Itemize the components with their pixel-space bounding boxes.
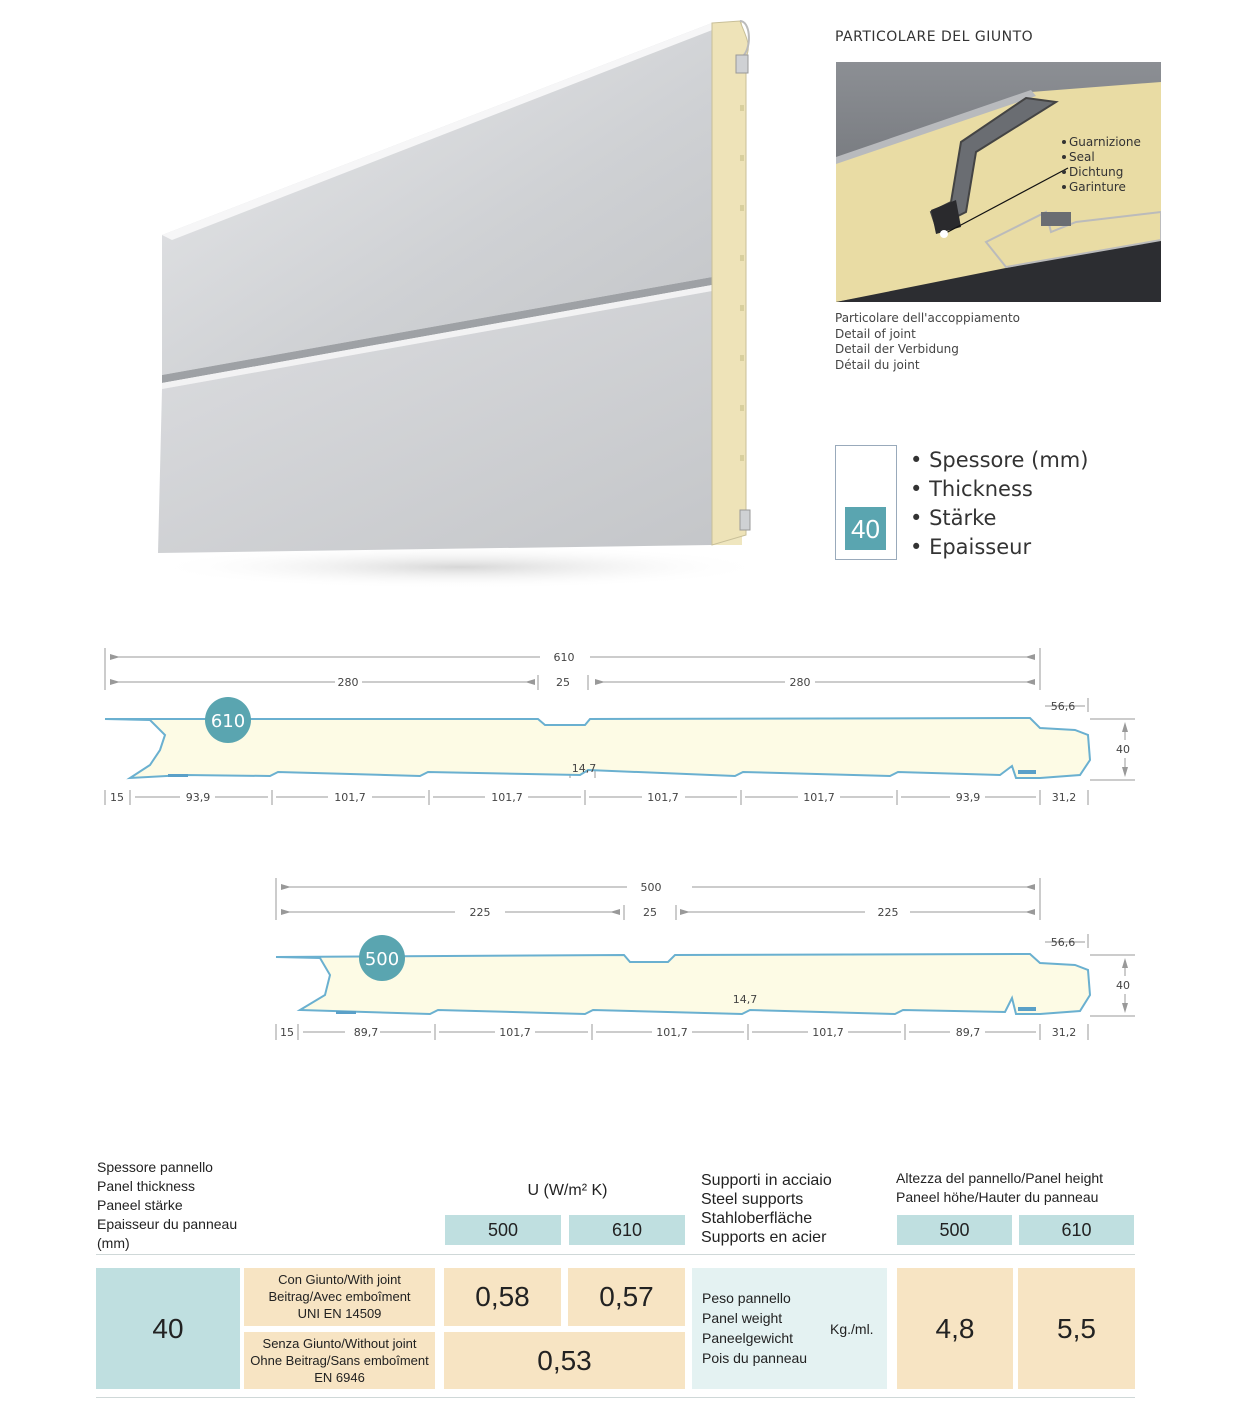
- height-col-500: 500: [897, 1215, 1012, 1245]
- u-with-500-cell: 0,58: [444, 1268, 561, 1326]
- steel-header-de: Stahloberfläche: [701, 1210, 813, 1227]
- weight-500-cell: 4,8: [897, 1268, 1013, 1389]
- weight-label-it: Peso pannello: [702, 1290, 791, 1306]
- weight-label-de: Paneelgewicht: [702, 1330, 794, 1346]
- thickness-label-fr: • Epaisseur: [910, 533, 1088, 562]
- dim-joint-500: 56,6: [1050, 936, 1076, 949]
- weight-cell: [692, 1268, 887, 1389]
- thickness-value-cell: 40: [96, 1268, 240, 1389]
- seal-label-de: Dichtung: [1069, 165, 1124, 179]
- weight-label: [702, 1288, 807, 1368]
- with-joint-line1: Con Giunto/With joint: [278, 1272, 401, 1287]
- thickness-badge: 40: [845, 507, 886, 550]
- dim-b2-500: 101,7: [499, 1026, 531, 1039]
- seal-label-fr: Garinture: [1069, 180, 1126, 194]
- dim-b3-610: 101,7: [491, 791, 523, 804]
- panel-render: [140, 15, 780, 595]
- steel-header-it: Supporti in acciaio: [701, 1172, 832, 1189]
- thickness-header-unit: (mm): [97, 1235, 130, 1251]
- section-drawing-610: [0, 640, 1240, 820]
- with-joint-line3: UNI EN 14509: [297, 1306, 382, 1321]
- weight-label-en: Panel weight: [702, 1310, 783, 1326]
- dim-mid-500: 25: [643, 906, 657, 919]
- thickness-header-fr: Epaisseur du panneau: [97, 1216, 238, 1232]
- steel-header-en: Steel supports: [701, 1191, 804, 1208]
- with-joint-cell: [244, 1268, 435, 1326]
- header-divider: [96, 1254, 1135, 1255]
- dim-b7-610: 31,2: [1051, 791, 1077, 804]
- thickness-label-de: • Stärke: [910, 504, 1088, 533]
- u-col-500: 500: [445, 1215, 561, 1245]
- dim-total-500: 500: [640, 881, 662, 894]
- thickness-header-en: Panel thickness: [97, 1178, 196, 1194]
- dim-left-500: 225: [469, 906, 491, 919]
- dim-b0-610: 15: [110, 791, 124, 804]
- dim-b3-500: 101,7: [656, 1026, 688, 1039]
- thickness-header: [97, 1158, 237, 1253]
- dim-height-500: 40: [1116, 979, 1130, 992]
- dim-height-610: 40: [1116, 743, 1130, 756]
- thickness-labels: [910, 446, 1088, 562]
- height-header: [896, 1169, 1103, 1207]
- dim-right-500: 225: [877, 906, 899, 919]
- without-joint-line2: Ohne Beitrag/Sans emboîment: [250, 1353, 429, 1368]
- joint-caption-en: Detail of joint: [835, 326, 916, 341]
- dim-total-610: 610: [553, 651, 575, 664]
- dim-b5-500: 89,7: [955, 1026, 981, 1039]
- u-with-610-cell: 0,57: [568, 1268, 685, 1326]
- steel-header-fr: Supports en acier: [701, 1229, 827, 1246]
- weight-label-fr: Pois du panneau: [702, 1350, 808, 1366]
- weight-610-cell: 5,5: [1018, 1268, 1135, 1389]
- badge-610: 610: [210, 711, 246, 732]
- dim-b6-610: 93,9: [955, 791, 981, 804]
- joint-detail-image: [836, 62, 1161, 302]
- height-col-610: 610: [1019, 1215, 1134, 1245]
- dim-b4-500: 101,7: [812, 1026, 844, 1039]
- badge-500: 500: [364, 949, 400, 970]
- thickness-header-it: Spessore pannello: [97, 1159, 213, 1175]
- dim-left-610: 280: [337, 676, 359, 689]
- dim-b6-500: 31,2: [1051, 1026, 1077, 1039]
- joint-caption-de: Detail der Verbidung: [835, 342, 959, 356]
- joint-detail-title: PARTICOLARE DEL GIUNTO: [835, 29, 1034, 45]
- dim-right-610: 280: [789, 676, 811, 689]
- dim-b4-610: 101,7: [647, 791, 679, 804]
- height-header-line1: Altezza del pannello/Panel height: [896, 1170, 1104, 1186]
- dim-b2-610: 101,7: [334, 791, 366, 804]
- without-joint-line1: Senza Giunto/Without joint: [262, 1336, 417, 1351]
- thickness-header-de: Paneel stärke: [97, 1197, 183, 1213]
- dim-groove-500: 14,7: [732, 993, 758, 1006]
- dim-b0-500: 15: [280, 1026, 294, 1039]
- without-joint-line3: EN 6946: [314, 1370, 365, 1385]
- seal-label-en: Seal: [1069, 150, 1095, 164]
- u-value-header: U (W/m² K): [527, 1182, 608, 1199]
- without-joint-cell: [244, 1332, 435, 1389]
- dim-b5-610: 101,7: [803, 791, 835, 804]
- thickness-label-en: • Thickness: [910, 475, 1088, 504]
- steel-header: [701, 1171, 832, 1247]
- dim-groove-610: 14,7: [571, 762, 597, 775]
- joint-caption: [835, 311, 1020, 373]
- seal-label-it: Guarnizione: [1069, 135, 1141, 149]
- dim-b1-610: 93,9: [185, 791, 211, 804]
- weight-unit: Kg./ml.: [830, 1321, 874, 1337]
- joint-caption-it: Particolare dell'accoppiamento: [835, 311, 1021, 325]
- u-col-610: 610: [569, 1215, 685, 1245]
- dim-joint-610: 56,6: [1050, 700, 1076, 713]
- height-header-line2: Paneel höhe/Hauter du panneau: [896, 1189, 1099, 1205]
- table-bottom-line: [96, 1397, 1135, 1398]
- with-joint-line2: Beitrag/Avec emboîment: [268, 1289, 411, 1304]
- section-drawing-500: [0, 870, 1240, 1050]
- u-without-cell: 0,53: [444, 1332, 685, 1389]
- dim-b1-500: 89,7: [353, 1026, 379, 1039]
- dim-mid-610: 25: [556, 676, 570, 689]
- joint-caption-fr: Détail du joint: [835, 357, 920, 372]
- thickness-label-it: • Spessore (mm): [910, 446, 1088, 475]
